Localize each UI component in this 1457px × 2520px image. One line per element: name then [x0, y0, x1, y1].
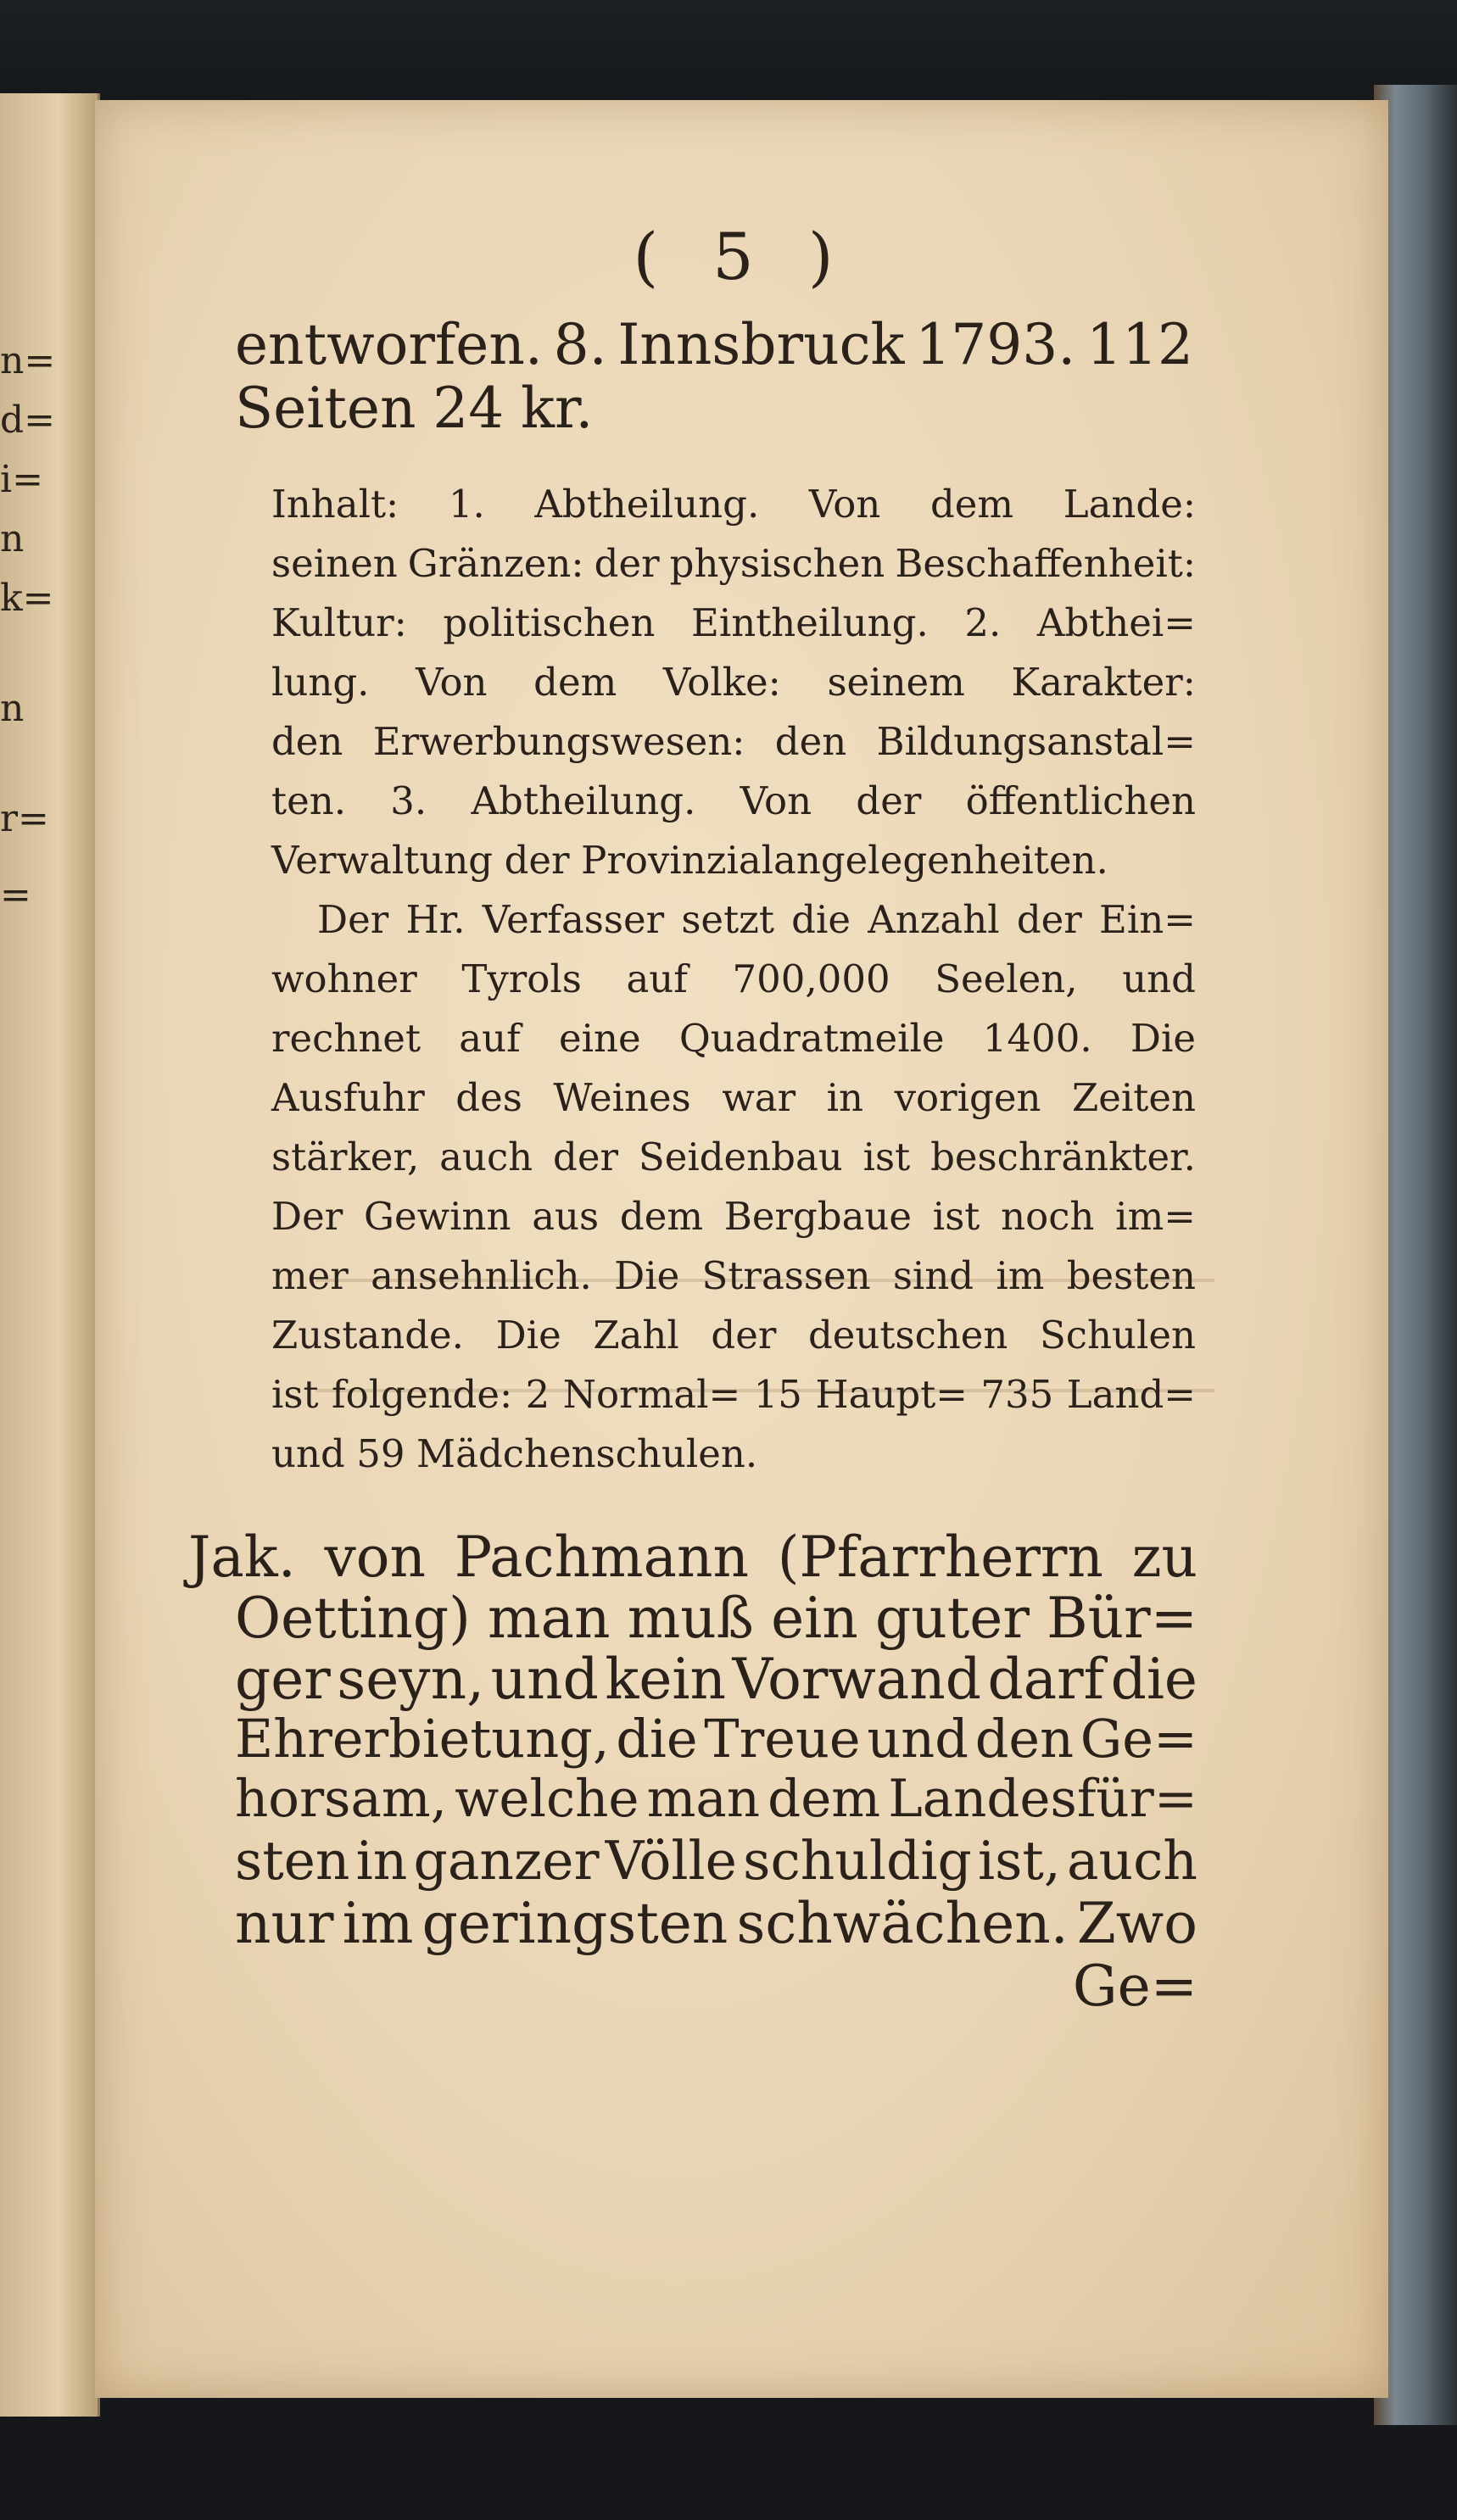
- word: Lande:: [1063, 482, 1196, 527]
- word: Die: [614, 1253, 680, 1298]
- word: Jak.: [188, 1525, 296, 1590]
- text-line: [235, 312, 1193, 377]
- word: Tyrols: [461, 956, 582, 1001]
- word: lung.: [271, 660, 370, 705]
- word: Verfasser: [482, 897, 665, 942]
- word: (Pfarrherrn: [777, 1525, 1103, 1590]
- catchword: [235, 1954, 1197, 2019]
- word: war: [722, 1075, 796, 1120]
- word: Vorwand: [732, 1647, 981, 1712]
- word: und: [867, 1708, 969, 1770]
- word: Der: [317, 897, 389, 942]
- word: Haupt=: [815, 1372, 968, 1417]
- word: die: [791, 897, 851, 942]
- word: ein: [771, 1586, 858, 1651]
- word: 112: [1086, 312, 1193, 377]
- text-line: [235, 1830, 1197, 1892]
- word: folgende:: [332, 1372, 513, 1417]
- word: Provinzialangelegenheiten.: [581, 838, 1108, 883]
- word: Volke:: [662, 660, 781, 705]
- word: Abtheilung.: [471, 778, 696, 823]
- word: 15: [753, 1372, 802, 1417]
- word: Die: [495, 1313, 561, 1358]
- word: die: [616, 1708, 698, 1770]
- word: öffentlichen: [965, 778, 1196, 823]
- word: Seiten: [235, 376, 416, 441]
- word: in: [355, 1830, 408, 1892]
- text-line: [235, 1586, 1197, 1651]
- text-line: [271, 956, 1196, 1001]
- word: man: [488, 1586, 611, 1651]
- word: stärker,: [271, 1135, 420, 1179]
- left-page-edge: [0, 93, 100, 2417]
- word: und: [490, 1647, 599, 1712]
- word: in: [826, 1075, 864, 1120]
- word: Ausfuhr: [271, 1075, 425, 1120]
- word: Abtheilung.: [534, 482, 760, 527]
- word: kein: [605, 1647, 726, 1712]
- word: Gewinn: [364, 1194, 511, 1239]
- word: guter: [875, 1586, 1030, 1651]
- word: Pachmann: [454, 1525, 749, 1590]
- word: Normal=: [562, 1372, 741, 1417]
- word: von: [324, 1525, 427, 1590]
- word: Zahl: [593, 1313, 679, 1358]
- word: der: [856, 778, 922, 823]
- word: ganzer: [413, 1830, 600, 1892]
- word: welche: [455, 1769, 639, 1829]
- word: Ehrerbietung,: [235, 1708, 610, 1770]
- word: ist: [862, 1135, 911, 1179]
- word: Der: [271, 1194, 343, 1239]
- word: Land=: [1066, 1372, 1196, 1417]
- word: auch: [439, 1135, 533, 1179]
- word: Abthei=: [1036, 600, 1196, 645]
- text-line: [271, 1253, 1196, 1298]
- word: Treue: [704, 1708, 861, 1770]
- word: auf: [459, 1016, 521, 1061]
- word: Seelen,: [935, 956, 1078, 1001]
- word: Von: [808, 482, 881, 527]
- word: den: [774, 719, 847, 764]
- word: Zustande.: [271, 1313, 464, 1358]
- left-fragment: k=: [0, 577, 54, 620]
- word: Von: [416, 660, 488, 705]
- word: Verwaltung: [271, 838, 494, 883]
- word: rechnet: [271, 1016, 421, 1061]
- word: des: [455, 1075, 522, 1120]
- word: auch: [1066, 1830, 1197, 1892]
- left-fragment: =: [0, 873, 31, 917]
- word: beschränkter.: [930, 1135, 1196, 1179]
- word: Oetting): [235, 1586, 471, 1651]
- word: Karakter:: [1011, 660, 1196, 705]
- text-line: [271, 1313, 1196, 1358]
- word: Inhalt:: [271, 482, 399, 527]
- text-line: [271, 1016, 1196, 1061]
- word: den: [974, 1708, 1075, 1770]
- word: zu: [1131, 1525, 1197, 1590]
- word: Zwo: [1076, 1891, 1197, 1956]
- text-line: [317, 897, 1196, 942]
- word: 700,000: [732, 956, 890, 1001]
- word: nur: [235, 1891, 334, 1956]
- word: Von: [740, 778, 812, 823]
- text-line: [271, 600, 1196, 645]
- word: ist: [271, 1372, 319, 1417]
- word: 2: [525, 1372, 550, 1417]
- word: 735: [980, 1372, 1054, 1417]
- word: Ge=: [1080, 1708, 1197, 1770]
- word: sind: [892, 1253, 974, 1298]
- word: den: [271, 719, 343, 764]
- word: kr.: [521, 376, 594, 441]
- text-line: [235, 1708, 1197, 1770]
- text-line: [271, 482, 1196, 527]
- word: dem: [768, 1769, 881, 1829]
- word: Innsbruck: [617, 312, 905, 377]
- text-line: [271, 838, 1196, 883]
- word: seyn,: [337, 1647, 485, 1712]
- word: Kultur:: [271, 600, 407, 645]
- word: der: [594, 541, 660, 586]
- word: 1400.: [982, 1016, 1092, 1061]
- word: Ein=: [1099, 897, 1196, 942]
- backdrop: [0, 0, 1457, 110]
- text-line: [271, 660, 1196, 705]
- word: Eintheilung.: [690, 600, 929, 645]
- text-line: [271, 1135, 1196, 1179]
- word: ist,: [977, 1830, 1061, 1892]
- word: die: [1110, 1647, 1197, 1712]
- left-fragment: n: [0, 517, 25, 560]
- word: Zeiten: [1072, 1075, 1196, 1120]
- word: 1793.: [915, 312, 1076, 377]
- word: politischen: [443, 600, 656, 645]
- word: Bür=: [1047, 1586, 1197, 1651]
- word: 59: [356, 1431, 405, 1476]
- word: sten: [235, 1830, 350, 1892]
- word: mer: [271, 1253, 349, 1298]
- word: ansehnlich.: [371, 1253, 592, 1298]
- book-page: [95, 100, 1388, 2398]
- word: und: [1122, 956, 1196, 1001]
- word: 1.: [448, 482, 485, 527]
- word: vorigen: [894, 1075, 1041, 1120]
- word: und: [271, 1431, 345, 1476]
- word: entworfen.: [235, 312, 543, 377]
- word: Strassen: [701, 1253, 871, 1298]
- word: der: [1016, 897, 1082, 942]
- text-line: [271, 541, 1196, 586]
- word: im: [996, 1253, 1045, 1298]
- word: 24: [433, 376, 505, 441]
- left-fragment: r=: [0, 797, 49, 840]
- word: Erwerbungswesen:: [372, 719, 745, 764]
- text-line: [271, 719, 1196, 764]
- word: darf: [987, 1647, 1105, 1712]
- left-fragment: d=: [0, 399, 56, 442]
- word: Beschaffenheit:: [895, 541, 1196, 586]
- word: im: [342, 1891, 414, 1956]
- word: auf: [626, 956, 688, 1001]
- text-line: [271, 1431, 1196, 1476]
- word: Anzahl: [868, 897, 1000, 942]
- left-fragment: n=: [0, 339, 56, 382]
- text-line: [271, 1075, 1196, 1120]
- text-line: [271, 1194, 1196, 1239]
- text-line: [271, 778, 1196, 823]
- word: deutschen: [807, 1313, 1008, 1358]
- word: im=: [1115, 1194, 1196, 1239]
- word: Seidenbau: [638, 1135, 843, 1179]
- word: geringsten: [421, 1891, 728, 1956]
- word: dem: [619, 1194, 703, 1239]
- word: aus: [532, 1194, 600, 1239]
- word: Völle: [605, 1830, 737, 1892]
- text-line: [271, 1372, 1196, 1417]
- word: seinem: [827, 660, 965, 705]
- word: Bildungsanstal=: [876, 719, 1196, 764]
- word: Hr.: [405, 897, 466, 942]
- word: 2.: [964, 600, 1002, 645]
- word: der: [711, 1313, 777, 1358]
- word: dem: [929, 482, 1014, 527]
- word: Landesfür=: [888, 1769, 1197, 1829]
- word: Weines: [553, 1075, 691, 1120]
- text-line: [188, 1525, 1197, 1590]
- text-line: [235, 1891, 1197, 1956]
- word: schuldig: [743, 1830, 972, 1892]
- word: seinen: [271, 541, 398, 586]
- word: muß: [627, 1586, 754, 1651]
- page-number: ( 5 ): [633, 219, 851, 294]
- text-line: [235, 376, 1193, 441]
- word: setzt: [681, 897, 774, 942]
- word: besten: [1066, 1253, 1196, 1298]
- word: Quadratmeile: [678, 1016, 945, 1061]
- word: 3.: [390, 778, 427, 823]
- word: Gränzen:: [407, 541, 584, 586]
- word: 8.: [553, 312, 607, 377]
- word: physischen: [669, 541, 885, 586]
- word: ist: [932, 1194, 980, 1239]
- word: horsam,: [235, 1769, 448, 1829]
- word: man: [646, 1769, 761, 1829]
- word: schwächen.: [736, 1891, 1069, 1956]
- word: der: [553, 1135, 618, 1179]
- word: ger: [235, 1647, 331, 1712]
- word: Ge=: [1072, 1954, 1197, 2019]
- word: dem: [533, 660, 617, 705]
- text-line: [235, 1647, 1197, 1712]
- text-line: [235, 1769, 1197, 1829]
- word: der: [504, 838, 570, 883]
- word: wohner: [271, 956, 417, 1001]
- word: Mädchenschulen.: [416, 1431, 758, 1476]
- word: Bergbaue: [723, 1194, 913, 1239]
- left-fragment: n: [0, 687, 25, 730]
- word: eine: [559, 1016, 641, 1061]
- word: Schulen: [1039, 1313, 1196, 1358]
- word: noch: [1001, 1194, 1095, 1239]
- word: Die: [1130, 1016, 1196, 1061]
- word: ten.: [271, 778, 347, 823]
- left-fragment: i=: [0, 458, 43, 501]
